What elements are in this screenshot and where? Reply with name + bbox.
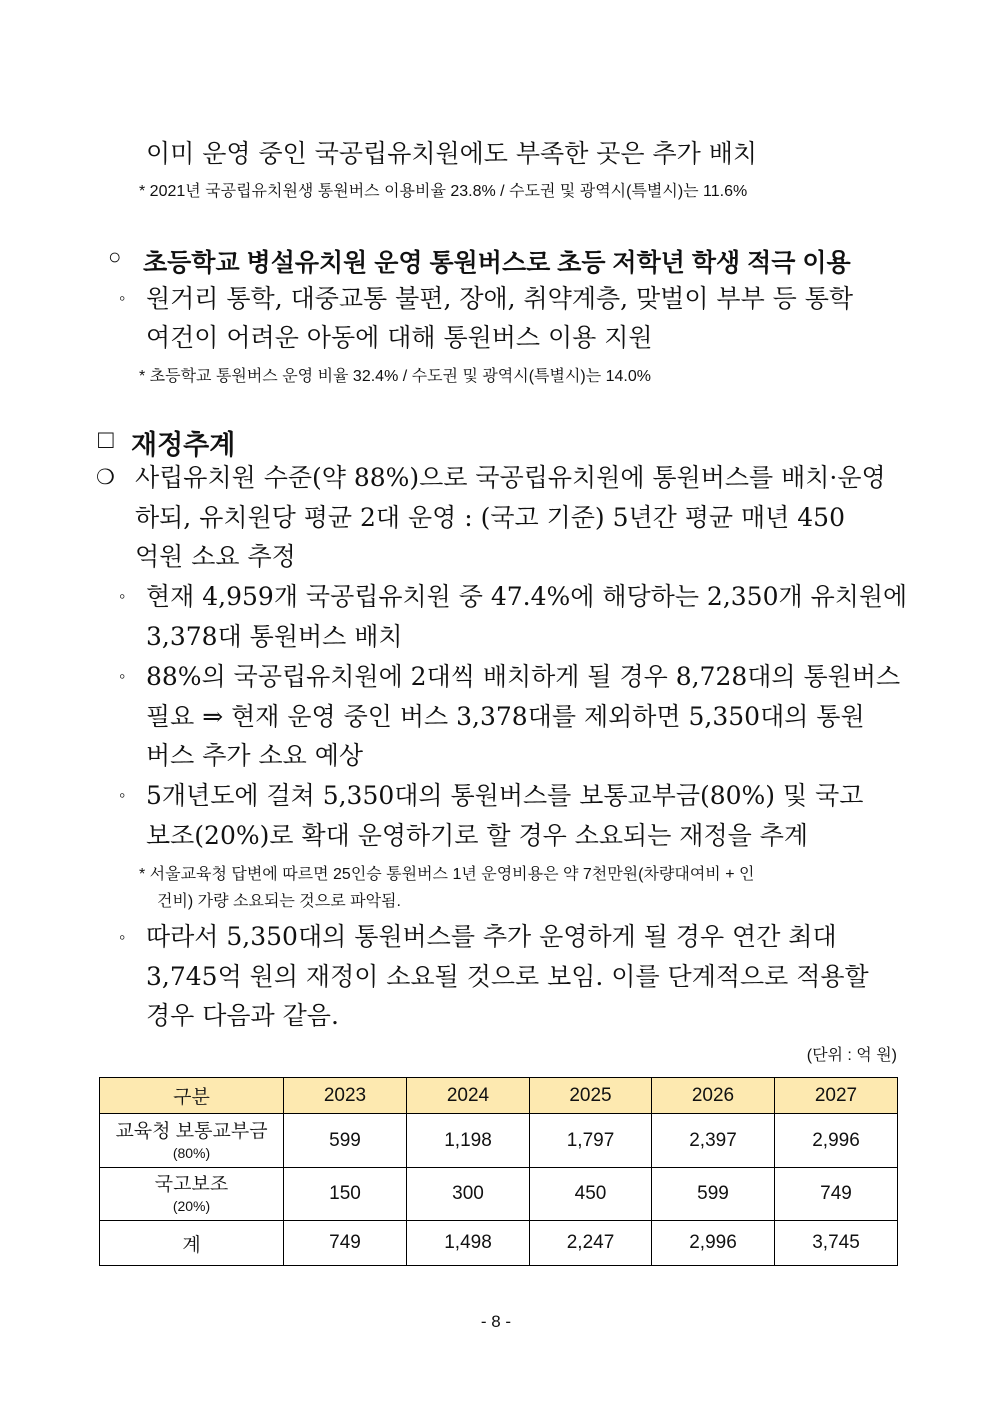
square-marker: □ (98, 424, 114, 454)
row-label-cell (100, 1114, 284, 1168)
table-cell: 150 (284, 1168, 407, 1221)
row-label-cell (100, 1168, 284, 1221)
main-bullet-line: 억원 소요 추정 (135, 542, 296, 571)
bullet-marker: ◦ (119, 586, 126, 606)
table-header-cell: 구분 (100, 1078, 284, 1114)
finance-table (99, 1077, 898, 1266)
bullet-line: 3,378대 통원버스 배치 (146, 622, 403, 651)
bullet-line: 원거리 통학, 대중교통 불편, 장애, 취약계층, 맞벌이 부부 등 통학 (146, 284, 854, 313)
circle-marker: ○ (108, 244, 122, 269)
bullet-line: 보조(20%)로 확대 운영하기로 할 경우 소요되는 재정을 추계 (146, 821, 809, 850)
bullet-line: 따라서 5,350대의 통원버스를 추가 운영하게 될 경우 연간 최대 (146, 922, 837, 951)
table-cell: 2,247 (530, 1221, 652, 1266)
table-row (100, 1168, 898, 1221)
bullet-line: 경우 다음과 같음. (146, 1001, 339, 1030)
bullet-line: 5개년도에 걸쳐 5,350대의 통원버스를 보통교부금(80%) 및 국고 (146, 781, 864, 810)
table-cell: 599 (284, 1114, 407, 1168)
bullet-marker: ◦ (119, 927, 126, 947)
finance-note: 건비) 가량 소요되는 것으로 파악됨. (157, 893, 401, 910)
row-label: 국고보조 (154, 1174, 229, 1195)
bullet-line: 필요 ⇒ 현재 운영 중인 버스 3,378대를 제외하면 5,350대의 통원 (146, 702, 865, 731)
main-bullet-line: 하되, 유치원당 평균 2대 운영 : (국고 기준) 5년간 평균 매년 450 (135, 503, 845, 532)
table-cell: 599 (652, 1168, 775, 1221)
table-row (100, 1114, 898, 1168)
bullet-line: 현재 4,959개 국공립유치원 중 47.4%에 해당하는 2,350개 유치원에 (146, 582, 908, 611)
section-heading-elementary: 초등학교 병설유치원 운영 통원버스로 초등 저학년 학생 적극 이용 (143, 249, 851, 277)
table-cell: 749 (284, 1221, 407, 1266)
bullet-line: 3,745억 원의 재정이 소요될 것으로 보임. 이를 단계적으로 적용할 (146, 962, 869, 991)
row-label: 교육청 보통교부금 (115, 1120, 268, 1142)
intro-line: 이미 운영 중인 국공립유치원에도 부족한 곳은 추가 배치 (146, 139, 758, 168)
table-cell: 300 (407, 1168, 530, 1221)
main-bullet-line: 사립유치원 수준(약 88%)으로 국공립유치원에 통원버스를 배치·운영 (135, 463, 886, 492)
bullet-line: 버스 추가 소요 예상 (146, 741, 364, 770)
table-cell: 749 (775, 1168, 898, 1221)
table-cell: 2,996 (775, 1114, 898, 1168)
bullet-marker: ◦ (119, 288, 126, 308)
table-row (100, 1221, 898, 1266)
page-number: - 8 - (480, 1312, 512, 1331)
bullet-marker: ◦ (119, 785, 126, 805)
elementary-note: * 초등학교 통원버스 운영 비율 32.4% / 수도권 및 광역시(특별시)는 14.0% (139, 368, 652, 385)
row-sublabel: (80%) (172, 1144, 211, 1161)
finance-note: * 서울교육청 답변에 따르면 25인승 통원버스 1년 운영비용은 약 7천만원(차량대여비 + 인 (139, 866, 755, 883)
bullet-marker: ◦ (119, 666, 126, 686)
table-header-cell: 2024 (407, 1078, 530, 1114)
table-header-row (100, 1078, 898, 1114)
table-cell: 450 (530, 1168, 652, 1221)
table-cell: 3,745 (775, 1221, 898, 1266)
table-cell: 2,996 (652, 1221, 775, 1266)
bullet-line: 여건이 어려운 아동에 대해 통원버스 이용 지원 (146, 323, 653, 352)
table-cell: 1,797 (530, 1114, 652, 1168)
row-sublabel: (20%) (172, 1198, 211, 1214)
bullet-line: 88%의 국공립유치원에 2대씩 배치하게 될 경우 8,728대의 통원버스 (146, 662, 901, 691)
table-header-cell: 2027 (775, 1078, 898, 1114)
section-heading-finance: 재정추계 (131, 430, 236, 460)
unit-label: (단위 : 억 원) (806, 1047, 897, 1064)
row-label-cell: 계 (100, 1221, 284, 1266)
table-cell: 1,198 (407, 1114, 530, 1168)
hollow-circle-marker: ❍ (96, 466, 115, 489)
table-header-cell: 2023 (284, 1078, 407, 1114)
intro-note: * 2021년 국공립유치원생 통원버스 이용비율 23.8% / 수도권 및 광역시(특별시)는 11.6% (139, 183, 748, 200)
table-cell: 1,498 (407, 1221, 530, 1266)
table-cell: 2,397 (652, 1114, 775, 1168)
table-header-cell: 2026 (652, 1078, 775, 1114)
table-header-cell: 2025 (530, 1078, 652, 1114)
